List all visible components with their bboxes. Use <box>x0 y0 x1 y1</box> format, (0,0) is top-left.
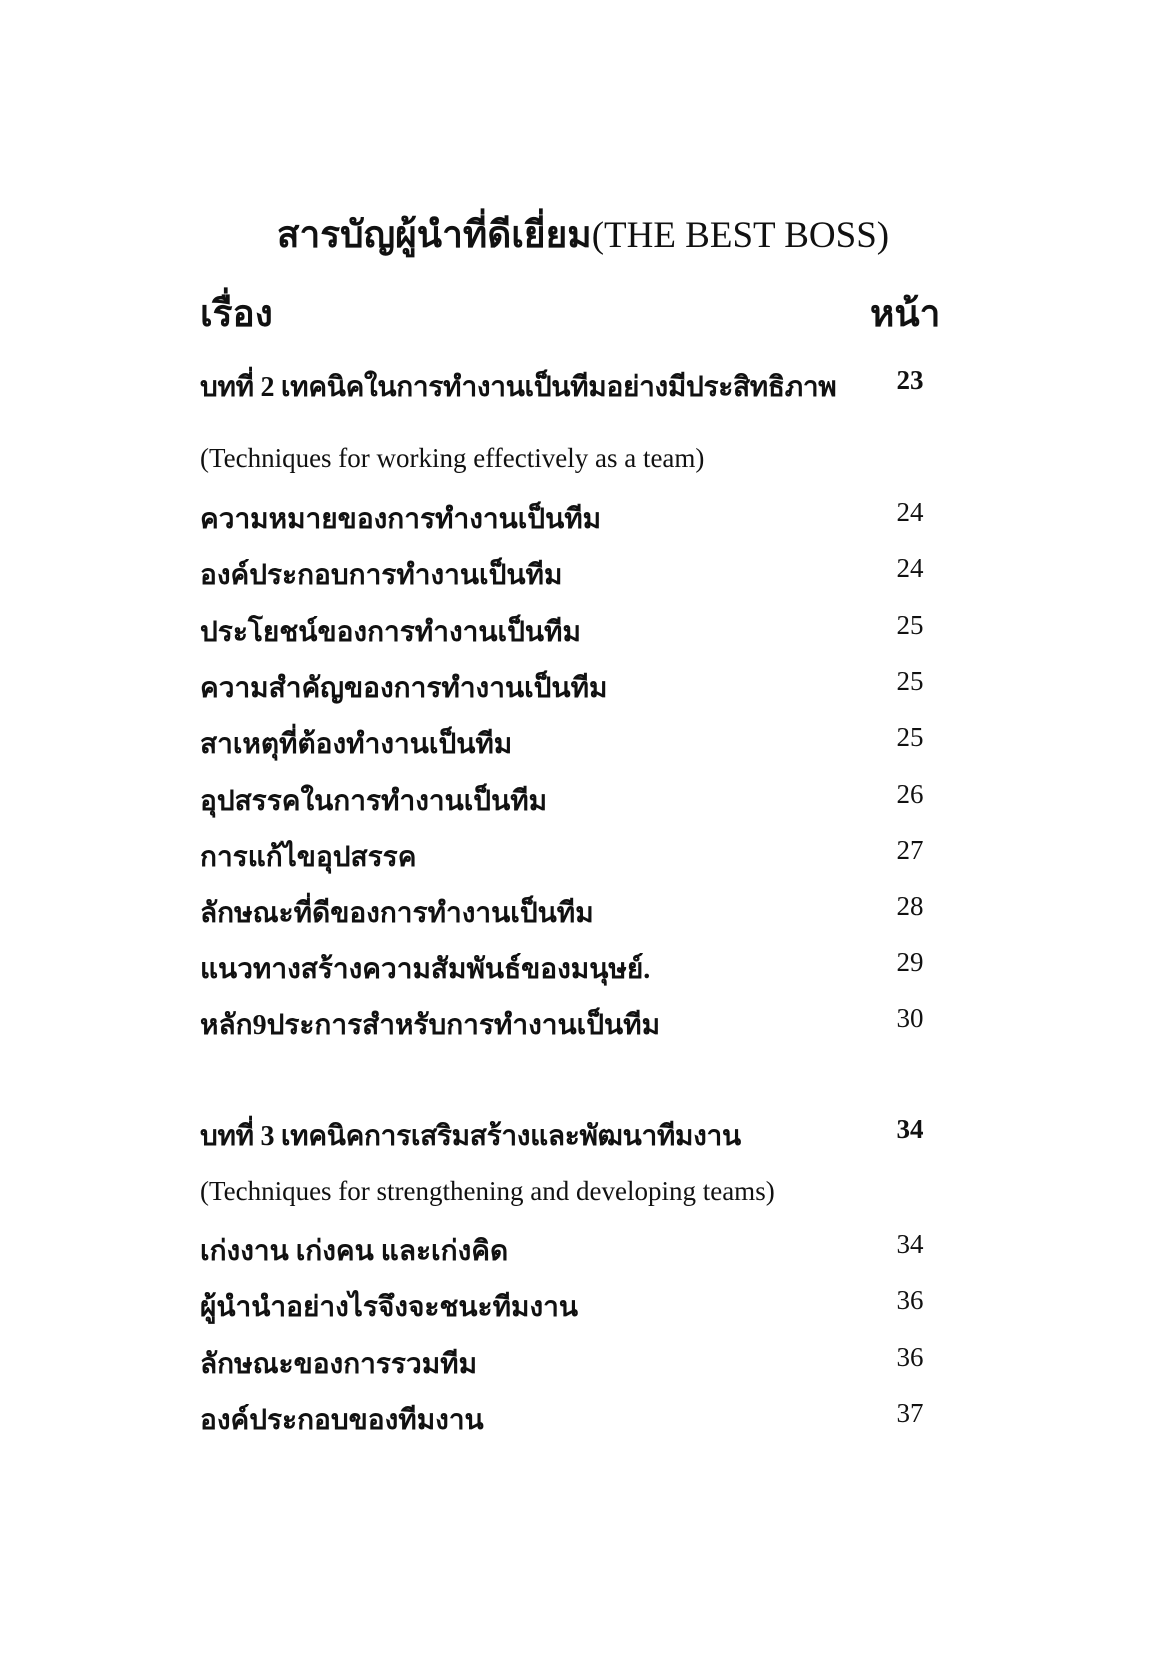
toc-item <box>200 779 940 819</box>
toc-item-label: องค์ประกอบการทำงานเป็นทีม <box>200 560 563 591</box>
toc-item <box>200 835 940 875</box>
toc-item <box>200 1285 940 1325</box>
toc-item-page: 25 <box>896 722 924 752</box>
topic-column-header: เรื่อง <box>200 294 273 335</box>
toc-item <box>200 1003 940 1043</box>
toc-item <box>200 1398 940 1438</box>
toc-item-label: ลักษณะของการรวมทีม <box>200 1349 478 1380</box>
toc-item <box>200 891 940 931</box>
toc-item-page: 34 <box>896 1229 924 1259</box>
toc-item-label: ประโยชน์ของการทำงานเป็นทีม <box>200 617 581 648</box>
toc-item-page: 25 <box>896 610 924 640</box>
toc-item <box>200 1229 940 1269</box>
toc-item <box>200 666 940 706</box>
chapter-2-title: บทที่ 2 เทคนิคในการทำงานเป็นทีมอย่างมีประสิทธิภาพ <box>200 372 837 403</box>
toc-item-page: 27 <box>896 835 924 865</box>
toc-item-page: 24 <box>896 553 924 583</box>
title-english: (THE BEST BOSS) <box>591 215 890 256</box>
toc-item <box>200 722 940 762</box>
chapter-2-subtitle <box>200 443 940 483</box>
chapter-3-subtitle-text: (Techniques for strengthening and developing teams) <box>200 1176 775 1206</box>
chapter-3-title: บทที่ 3 เทคนิคการเสริมสร้างและพัฒนาทีมงาน <box>200 1121 741 1152</box>
chapter-2-page: 23 <box>896 365 924 395</box>
chapter-3-subtitle <box>200 1176 940 1216</box>
page-title <box>0 205 1166 264</box>
toc-item-page: 36 <box>896 1342 924 1372</box>
toc-item <box>200 947 940 987</box>
chapter-3-entry <box>200 1114 940 1154</box>
toc-item <box>200 497 940 537</box>
toc-item-label: อุปสรรคในการทำงานเป็นทีม <box>200 786 548 817</box>
page-column-header: หน้า <box>870 294 941 335</box>
toc-item-label: แนวทางสร้างความสัมพันธ์ของมนุษย์. <box>200 954 651 985</box>
toc-item-label: หลัก9ประการสำหรับการทำงานเป็นทีม <box>200 1010 661 1041</box>
toc-item-label: ความสำคัญของการทำงานเป็นทีม <box>200 673 608 704</box>
toc-item <box>200 553 940 593</box>
toc-item-page: 36 <box>896 1285 924 1315</box>
toc-item-label: เก่งงาน เก่งคน และเก่งคิด <box>200 1236 509 1267</box>
chapter-2-entry <box>200 365 940 405</box>
toc-item-page: 37 <box>896 1398 924 1428</box>
chapter-2-subtitle-text: (Techniques for working effectively as a team) <box>200 443 705 473</box>
toc-item-page: 26 <box>896 779 924 809</box>
toc-item-page: 29 <box>896 947 924 977</box>
toc-item-label: องค์ประกอบของทีมงาน <box>200 1405 484 1436</box>
toc-item-page: 24 <box>896 497 924 527</box>
toc-item-label: สาเหตุที่ต้องทำงานเป็นทีม <box>200 729 513 760</box>
title-thai: สารบัญผู้นำที่ดีเยี่ยม <box>276 215 592 256</box>
chapter-3-page: 34 <box>896 1114 924 1144</box>
toc-item-page: 30 <box>896 1003 924 1033</box>
toc-item-label: ความหมายของการทำงานเป็นทีม <box>200 504 602 535</box>
toc-item-label: ลักษณะที่ดีของการทำงานเป็นทีม <box>200 898 594 929</box>
toc-item-page: 25 <box>896 666 924 696</box>
toc-item <box>200 1342 940 1382</box>
toc-item-page: 28 <box>896 891 924 921</box>
toc-item-label: ผู้นำนำอย่างไรจึงจะชนะทีมงาน <box>200 1292 579 1323</box>
toc-item-label: การแก้ไขอุปสรรค <box>200 842 417 873</box>
toc-item <box>200 610 940 650</box>
